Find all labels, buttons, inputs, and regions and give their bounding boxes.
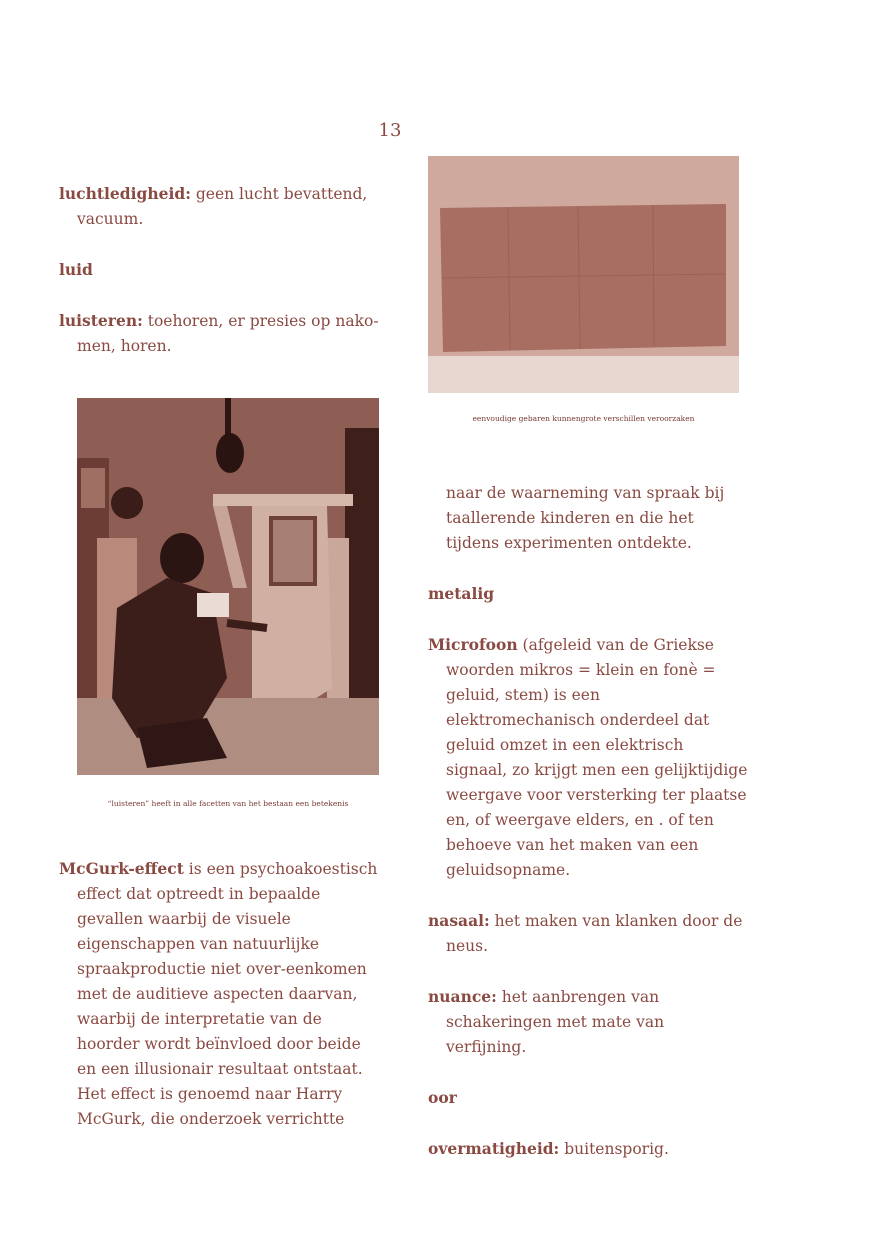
entry-nuance xyxy=(428,984,748,1060)
entry-overmatigheid xyxy=(428,1136,748,1162)
mcgurk-continuation: naar de waarneming van spraak bij taallerende kinderen en die het tijdens experimenten ontdekte. xyxy=(446,484,725,552)
mcgurk-entry-block xyxy=(59,856,381,1157)
entry-metalig xyxy=(428,581,748,607)
entry-term: luchtledigheid: xyxy=(59,184,191,203)
entry-nasaal xyxy=(428,908,748,959)
photo-canvas-caption: eenvoudige gebaren kunnengrote verschillen veroorzaken xyxy=(472,414,695,423)
entry-definition: is een psychoakoestisch effect dat optreedt in bepaalde gevallen waarbij de visuele eigenschappen van natuurlijke spraakproductie niet over-eenkomen met de auditieve aspecten daarvan, waarbij de interpretatie van de hoorder wordt beïnvloed door beide en een illusionair resultaat ontstaat. Het effect is genoemd naar Harry McGurk, die onderzoek verrichtte xyxy=(77,860,378,1128)
entry-term: McGurk-effect xyxy=(59,859,184,878)
photo-listening-caption: “luisteren” heeft in alle facetten van het bestaan een betekenis xyxy=(107,799,349,808)
photo-canvas xyxy=(428,156,739,393)
entry-oor xyxy=(428,1085,748,1111)
entry-term: nasaal: xyxy=(428,911,490,930)
left-column-entries xyxy=(59,181,379,384)
entry-term: nuance: xyxy=(428,987,497,1006)
entry-microfoon xyxy=(428,632,748,883)
entry-luchtledigheid xyxy=(59,181,379,232)
entry-definition: geen lucht bevattend, vacuum. xyxy=(77,185,368,228)
entry-definition: het maken van klanken door de neus. xyxy=(446,912,743,955)
entry-term: metalig xyxy=(428,584,495,603)
entry-term: oor xyxy=(428,1088,457,1107)
entry-definition: toehoren, er presies op nako-men, horen. xyxy=(77,312,379,355)
entry-luisteren xyxy=(59,308,379,359)
entry-luid xyxy=(59,257,379,283)
entry-definition: buitensporig. xyxy=(559,1140,669,1158)
entry-term: luisteren: xyxy=(59,311,143,330)
photo-listening-image xyxy=(77,398,379,775)
entry-term: luid xyxy=(59,260,93,279)
entry-definition: het aanbrengen van schakeringen met mate van verfijning. xyxy=(446,988,665,1056)
entry-term: overmatigheid: xyxy=(428,1139,560,1158)
photo-listening xyxy=(77,398,379,775)
right-column-entries xyxy=(428,481,748,1187)
page-number: 13 xyxy=(378,120,402,141)
entry-term: Microfoon xyxy=(428,635,518,654)
photo-canvas-image xyxy=(428,156,739,393)
entry-mcgurk xyxy=(59,856,381,1132)
entry-definition: (afgeleid van de Griekse woorden mikros = klein en fonè = geluid, stem) is een elektromechanisch onderdeel dat geluid omzet in een elektrisch signaal, zo krijgt men een gelijktijdige weergave voor versterking ter plaatse en, of weergave elders, en . of ten behoeve van het maken van een geluidsopname. xyxy=(446,636,748,879)
